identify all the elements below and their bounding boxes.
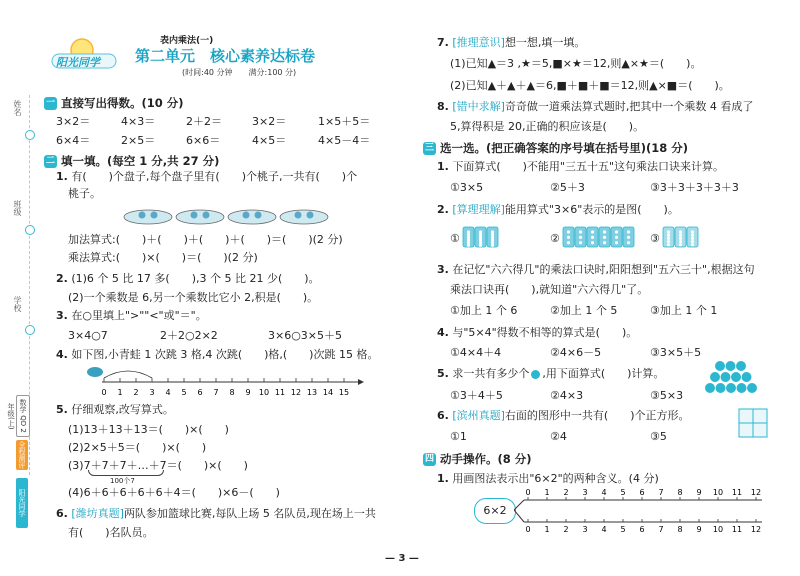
option: ①加上 1 个 6 xyxy=(450,304,518,317)
question-text: (1)6 个 5 比 17 多( ),3 个 5 比 21 少( )。 xyxy=(71,272,320,285)
question-number: 1. xyxy=(437,472,449,485)
tick-label: 8 xyxy=(229,388,235,397)
question-text: 与"5×4"得数不相等的算式是( )。 xyxy=(452,326,638,339)
heart-dot xyxy=(691,243,694,246)
compare-item: 3×4○7 xyxy=(68,329,108,342)
option: ③5 xyxy=(650,430,667,443)
section-4-heading xyxy=(423,451,532,467)
question-text: 仔细观察,改写算式。 xyxy=(71,403,174,416)
s3-q6 xyxy=(437,409,690,423)
q2-5-c: (3)7＋7＋7＋…＋7＝( )×( ) xyxy=(68,459,248,472)
ball-icon xyxy=(531,370,540,379)
question-number: 6. xyxy=(56,507,68,520)
q2-1-line2: 桃子。 xyxy=(68,187,101,200)
heart-dot xyxy=(691,230,694,233)
heart-dot xyxy=(667,237,670,240)
section-title: 填一填。(每空 1 分,共 27 分) xyxy=(61,154,220,168)
tick-label: 7 xyxy=(213,388,219,397)
tick-label: 2 xyxy=(563,525,569,534)
exam-info: (时间:40 分钟 满分:100 分) xyxy=(182,68,297,77)
source-tag: [潍坊真题] xyxy=(71,507,124,520)
heart-dot xyxy=(679,240,682,243)
calc-cell: 6×6＝ xyxy=(186,134,221,147)
question-text: 用画图法表示出"6×2"的两种含义。(4 分) xyxy=(452,472,659,485)
option: ③3×5＋5 xyxy=(650,346,702,359)
question-number: 1. xyxy=(56,170,68,183)
quick-calc-grid xyxy=(56,113,396,153)
heart-dot xyxy=(679,237,682,240)
option: ②4×3 xyxy=(550,389,584,402)
frog-number-line xyxy=(84,362,364,400)
question-text: 有( )个盘子,每个盘子里有( )个桃子,一共有( )个 xyxy=(71,170,358,183)
option: ③3＋3＋3＋3＋3 xyxy=(650,181,739,194)
ball xyxy=(726,361,736,371)
ball xyxy=(726,383,736,393)
tick-label: 0 xyxy=(525,525,531,534)
option-2-figure xyxy=(562,226,638,252)
heart-dot xyxy=(615,230,618,233)
q2-2-a xyxy=(56,272,320,286)
question-text: 在○里填上">""<"或"＝"。 xyxy=(71,309,207,322)
heart-dot xyxy=(603,241,606,244)
heart-dot xyxy=(615,241,618,244)
tick-label: 6 xyxy=(639,525,645,534)
question-number: 3. xyxy=(437,263,449,276)
tick-label: 0 xyxy=(525,488,531,497)
section-badge: 三 xyxy=(424,143,434,153)
ball xyxy=(742,372,752,382)
option-3-figure xyxy=(662,226,702,252)
heart-dot xyxy=(467,244,470,247)
calc-cell: 1×5＋5＝ xyxy=(318,115,371,128)
heart-dot xyxy=(691,240,694,243)
q7 xyxy=(437,36,585,50)
tick-label: 5 xyxy=(181,388,187,397)
grade-tag: 数学 QD 2年级(上) xyxy=(16,395,30,437)
question-number: 5. xyxy=(437,367,449,380)
question-text: 求一共有多少个 xyxy=(452,367,530,380)
q2-5-b: (2)2×5＋5＝( )×( ) xyxy=(68,441,207,454)
question-text: 如下图,小青蛙 1 次跳 3 格,4 次跳( )格,( )次跳 15 格。 xyxy=(71,348,379,361)
unit-label: 表内乘法(一) xyxy=(160,36,214,46)
question-number: 4. xyxy=(56,348,68,361)
q2-3 xyxy=(56,309,207,323)
tick-label: 11 xyxy=(731,525,743,534)
tick-label: 1 xyxy=(544,488,550,497)
series-tag: 全程测评卷 xyxy=(6,441,26,469)
question-text: 能用算式"3×6"表示的是图( )。 xyxy=(504,203,679,216)
section-title: 动手操作。(8 分) xyxy=(440,452,532,466)
source-tag: [推理意识] xyxy=(452,36,505,49)
question-text: 奇奇做一道乘法算式题时,把其中一个乘数 4 看成了 xyxy=(504,100,754,113)
section-title: 选一选。(把正确答案的序号填在括号里)(18 分) xyxy=(440,141,689,155)
q2-6-line1 xyxy=(56,507,376,521)
question-number: 6. xyxy=(437,409,449,422)
question-text: 两队参加篮球比赛,每队上场 5 名队员,现在场上一共 xyxy=(123,507,376,520)
s3-q2 xyxy=(437,203,679,217)
s3-q5 xyxy=(437,367,664,381)
s3-q1 xyxy=(437,160,724,174)
tick-label: 13 xyxy=(306,388,318,397)
ball xyxy=(731,372,741,382)
sidebar-logo: 阳光同学 xyxy=(16,478,28,528)
question-number: 1. xyxy=(437,160,449,173)
heart-dot xyxy=(679,234,682,237)
school-label: 学校 xyxy=(13,296,22,312)
tick-label: 6 xyxy=(639,488,645,497)
heart-dot xyxy=(567,241,570,244)
heart-dot xyxy=(627,241,630,244)
tick-label: 11 xyxy=(274,388,286,397)
tick-label: 2 xyxy=(133,388,139,397)
q8-line1 xyxy=(437,100,753,114)
option: ③ xyxy=(650,232,660,245)
tick-label: 8 xyxy=(677,525,683,534)
binding-hole xyxy=(25,325,35,335)
heart-dot xyxy=(679,243,682,246)
heart-dot xyxy=(679,230,682,233)
calc-cell: 3×2＝ xyxy=(56,115,91,128)
option: ①3×5 xyxy=(450,181,484,194)
ball xyxy=(736,361,746,371)
heart-dot xyxy=(667,243,670,246)
question-number: 8. xyxy=(437,100,449,113)
q7-b: (2)已知▲＋▲＋▲＝6,■＋■＋■＝12,则▲×■＝( )。 xyxy=(450,79,730,92)
section-badge: 二 xyxy=(45,156,55,166)
tick-label: 3 xyxy=(149,388,155,397)
q2-5-d: (4)6＋6＋6＋6＋6＋4＝( )×6－( ) xyxy=(68,486,280,499)
squares-figure xyxy=(738,408,768,438)
binding-hole xyxy=(25,225,35,235)
section-2-heading xyxy=(44,153,219,169)
option: ①3＋4＋5 xyxy=(450,389,503,402)
tick-label: 0 xyxy=(101,388,107,397)
heart-dot xyxy=(603,230,606,233)
tick-label: 12 xyxy=(290,388,302,397)
calc-cell: 4×5＝ xyxy=(252,134,287,147)
section-3-heading xyxy=(423,140,688,156)
heart-dot xyxy=(591,236,594,239)
tick-label: 10 xyxy=(258,388,270,397)
question-number: 4. xyxy=(437,326,449,339)
heart-dot xyxy=(579,236,582,239)
ball xyxy=(737,383,747,393)
s3-q3-line2: 乘法口诀再( ),就知道"六六得几"了。 xyxy=(450,283,649,296)
option: ②5＋3 xyxy=(550,181,585,194)
heart-dot xyxy=(567,236,570,239)
heart-dot xyxy=(627,230,630,233)
s3-q4 xyxy=(437,326,637,340)
compare-item: 3×6○3×5＋5 xyxy=(268,329,343,342)
source-tag: [错中求解] xyxy=(452,100,505,113)
heart-dot xyxy=(591,241,594,244)
q7-a: (1)已知▲＝3 ,★＝5,■×★＝12,则▲×★＝( )。 xyxy=(450,57,702,70)
heart-dot xyxy=(603,236,606,239)
q2-2-b: (2)一个乘数是 6,另一个乘数比它小 2,积是( )。 xyxy=(68,291,319,304)
q2-4 xyxy=(56,348,378,362)
question-number: 3. xyxy=(56,309,68,322)
tick-label: 7 xyxy=(658,488,664,497)
section-badge: 四 xyxy=(424,454,434,464)
heart-dot xyxy=(627,236,630,239)
heart-dot xyxy=(591,230,594,233)
question-number: 2. xyxy=(437,203,449,216)
calc-cell: 6×4＝ xyxy=(56,134,91,147)
ball xyxy=(705,383,715,393)
frog-icon xyxy=(87,367,103,377)
tick-label: 4 xyxy=(601,488,607,497)
s3-q3-line1 xyxy=(437,263,755,277)
q2-5-a: (1)13＋13＋13＝( )×( ) xyxy=(68,423,229,436)
tick-label: 2 xyxy=(563,488,569,497)
tick-label: 4 xyxy=(601,525,607,534)
section-title: 直接写出得数。(10 分) xyxy=(61,96,184,110)
heart-dot xyxy=(479,244,482,247)
heart-dot xyxy=(579,230,582,233)
heart-dot xyxy=(567,230,570,233)
option: ②4×6－5 xyxy=(550,346,602,359)
q2-1-addition: 加法算式:( )＋( )＋( )＋( )＝( )(2 分) xyxy=(68,233,343,246)
option: ②4 xyxy=(550,430,567,443)
binding-sidebar xyxy=(0,0,40,576)
number-lines xyxy=(514,486,770,546)
q2-1-multiplication: 乘法算式:( )×( )＝( )(2 分) xyxy=(68,251,258,264)
ball xyxy=(710,372,720,382)
question-text: 下面算式( )不能用"三五十五"这句乘法口诀来计算。 xyxy=(452,160,725,173)
tick-label: 8 xyxy=(677,488,683,497)
tick-label: 1 xyxy=(544,525,550,534)
calc-cell: 3×2＝ xyxy=(252,115,287,128)
s4-q1 xyxy=(437,472,659,486)
ball xyxy=(716,383,726,393)
q2-6-line2: 有( )名队员。 xyxy=(68,526,154,539)
question-text: 想一想,填一填。 xyxy=(504,36,586,49)
calc-cell: 2×5＝ xyxy=(121,134,156,147)
q2-1-line1 xyxy=(56,170,357,184)
tick-label: 4 xyxy=(165,388,171,397)
option: ② xyxy=(550,232,560,245)
tick-label: 12 xyxy=(750,488,762,497)
binding-hole xyxy=(25,130,35,140)
question-number: 5. xyxy=(56,403,68,416)
heart-dot xyxy=(667,234,670,237)
heart-dot xyxy=(491,244,494,247)
tick-label: 14 xyxy=(322,388,334,397)
tick-label: 6 xyxy=(197,388,203,397)
option: ①1 xyxy=(450,430,467,443)
tick-label: 10 xyxy=(712,525,724,534)
q8-line2: 5,算得积是 20,正确的积应该是( )。 xyxy=(450,120,645,133)
brace-note: 100个7 xyxy=(110,477,135,485)
ball xyxy=(715,361,725,371)
brand-logo xyxy=(44,32,124,74)
tick-label: 1 xyxy=(117,388,123,397)
heart-dot xyxy=(691,234,694,237)
heart-dot xyxy=(667,240,670,243)
option: ③5×3 xyxy=(650,389,684,402)
option: ②加上 1 个 5 xyxy=(550,304,618,317)
calc-cell: 4×5－4＝ xyxy=(318,134,371,147)
option: ① xyxy=(450,232,460,245)
source-tag: [滨州真题] xyxy=(452,409,505,422)
heart-dot xyxy=(691,237,694,240)
heart-dot xyxy=(667,230,670,233)
calc-cell: 4×3＝ xyxy=(121,115,156,128)
tick-label: 9 xyxy=(696,488,702,497)
tick-label: 10 xyxy=(712,488,724,497)
section-badge: 一 xyxy=(45,98,55,108)
compare-item: 2＋2○2×2 xyxy=(160,329,218,342)
tick-label: 15 xyxy=(338,388,350,397)
expression-box: 6×2 xyxy=(474,498,516,524)
question-number: 2. xyxy=(56,272,68,285)
tick-label: 12 xyxy=(750,525,762,534)
tick-label: 5 xyxy=(620,525,626,534)
question-text: 在记忆"六六得几"的乘法口诀时,阳阳想到"五六三十",根据这句 xyxy=(452,263,755,276)
tick-label: 9 xyxy=(245,388,251,397)
q2-5 xyxy=(56,403,174,417)
ball xyxy=(747,383,757,393)
balls-figure xyxy=(703,360,763,398)
section-1-heading xyxy=(44,95,184,111)
brand-name: 阳光同学 xyxy=(56,56,100,69)
peach-plates-figure xyxy=(122,205,332,227)
question-number: 7. xyxy=(437,36,449,49)
calc-cell: 2＋2＝ xyxy=(186,115,222,128)
class-label: 班级 xyxy=(13,200,22,216)
question-text: 右面的图形中一共有( )个正方形。 xyxy=(504,409,690,422)
heart-dot xyxy=(579,241,582,244)
ball xyxy=(721,372,731,382)
name-label: 姓名 xyxy=(13,100,22,116)
option: ①4×4＋4 xyxy=(450,346,502,359)
option: ③加上 1 个 1 xyxy=(650,304,718,317)
tick-label: 9 xyxy=(696,525,702,534)
tick-label: 5 xyxy=(620,488,626,497)
tick-label: 7 xyxy=(658,525,664,534)
tick-label: 11 xyxy=(731,488,743,497)
option-1-figure xyxy=(462,226,502,252)
page-title: 第二单元 核心素养达标卷 xyxy=(135,47,316,65)
tick-label: 3 xyxy=(582,525,588,534)
heart-dot xyxy=(615,236,618,239)
question-text: ,用下面算式( )计算。 xyxy=(542,367,665,380)
page-number: — 3 — xyxy=(385,553,419,564)
tick-label: 3 xyxy=(582,488,588,497)
source-tag: [算理理解] xyxy=(452,203,505,216)
